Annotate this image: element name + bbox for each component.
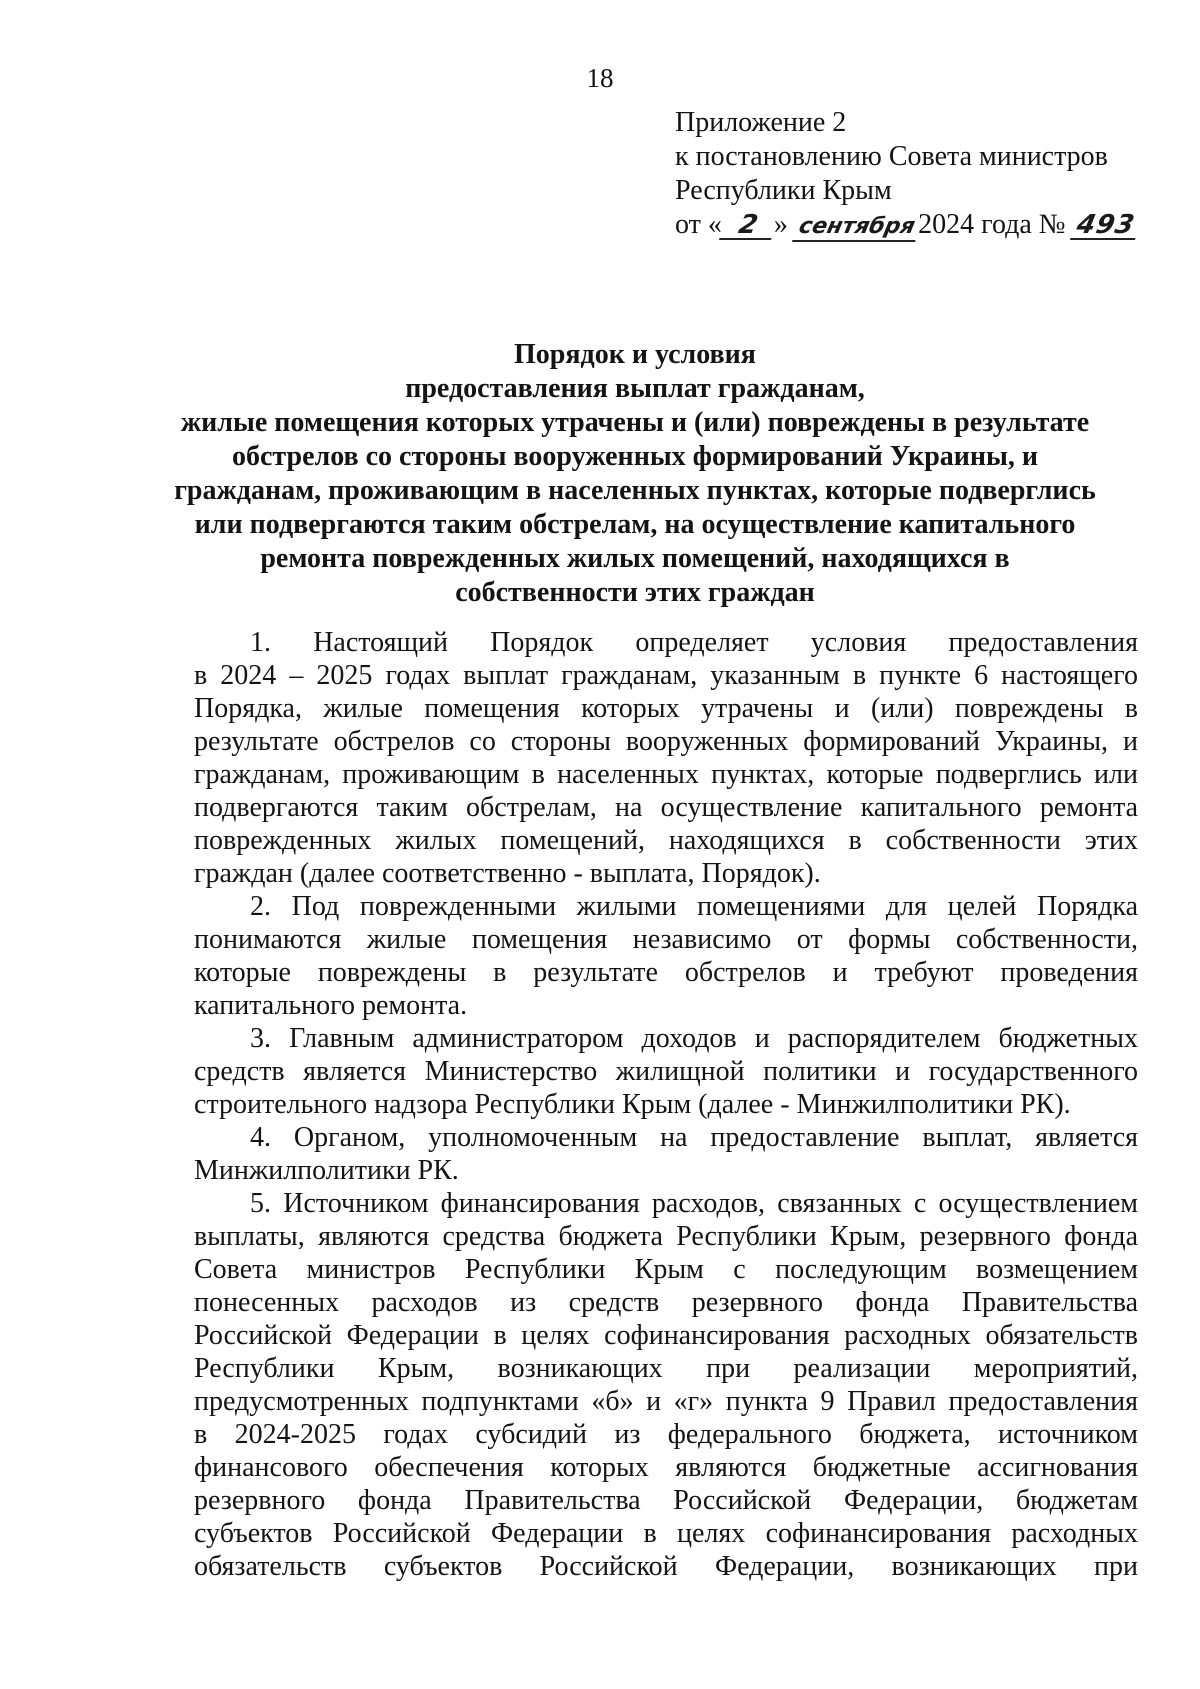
document-title bbox=[160, 338, 1110, 610]
title-line: обстрелов со стороны вооруженных формирований Украины, и bbox=[231, 441, 1039, 472]
handwritten-number: 493 bbox=[1070, 212, 1141, 240]
body-line: Совета министров Республики Крым с последующим возмещением bbox=[194, 1254, 1138, 1285]
appendix-line: Республики Крым bbox=[675, 175, 892, 206]
body-line: понесенных расходов из средств резервного фонда Правительства bbox=[194, 1287, 1138, 1318]
body-line: средств является Министерство жилищной политики и государственного bbox=[194, 1056, 1138, 1087]
date-prefix: от « bbox=[675, 209, 722, 240]
date-year: 2024 года № bbox=[918, 209, 1066, 240]
title-line: собственности этих граждан bbox=[455, 577, 815, 608]
body-line: которые повреждены в результате обстрелов и требуют проведения bbox=[194, 957, 1138, 988]
body-line: Минжилполитики РК. bbox=[194, 1155, 459, 1186]
title-line: предоставления выплат гражданам, bbox=[405, 373, 865, 404]
title-line: гражданам, проживающим в населенных пунктах, которые подверглись bbox=[174, 475, 1096, 506]
body-line: в 2024 – 2025 годах выплат гражданам, указанным в пункте 6 настоящего bbox=[194, 660, 1138, 691]
appendix-line: Приложение 2 bbox=[675, 107, 847, 138]
document-body bbox=[194, 626, 1138, 1583]
body-line: понимаются жилые помещения независимо от формы собственности, bbox=[194, 924, 1138, 955]
body-line: строительного надзора Республики Крым (далее - Минжилполитики РК). bbox=[194, 1089, 1071, 1120]
body-line: подвергаются таким обстрелам, на осуществление капитального ремонта bbox=[194, 792, 1138, 823]
body-line: 1. Настоящий Порядок определяет условия предоставления bbox=[250, 627, 1138, 658]
body-line: Российской Федерации в целях софинансирования расходных обязательств bbox=[194, 1320, 1138, 1351]
date-mid: » bbox=[773, 209, 788, 240]
body-line: в 2024-2025 годах субсидий из федерального бюджета, источником bbox=[194, 1419, 1138, 1450]
body-line: выплаты, являются средства бюджета Республики Крым, резервного фонда bbox=[194, 1221, 1138, 1252]
body-line: 4. Органом, уполномоченным на предоставление выплат, является bbox=[250, 1122, 1138, 1153]
title-line: жилые помещения которых утрачены и (или) повреждены в результате bbox=[180, 407, 1090, 438]
body-line: 5. Источником финансирования расходов, связанных с осуществлением bbox=[250, 1188, 1138, 1219]
title-line: Порядок и условия bbox=[514, 339, 756, 370]
title-line: или подвергаются таким обстрелам, на осуществление капитального bbox=[194, 509, 1076, 540]
body-line: обязательств субъектов Российской Федерации, возникающих при bbox=[194, 1551, 1138, 1582]
body-line: 3. Главным администратором доходов и распорядителем бюджетных bbox=[250, 1023, 1138, 1054]
body-line: 2. Под поврежденными жилыми помещениями для целей Порядка bbox=[250, 891, 1138, 922]
body-line: результате обстрелов со стороны вооруженных формирований Украины, и bbox=[194, 726, 1138, 757]
page-number: 18 bbox=[586, 63, 614, 93]
body-line: Порядка, жилые помещения которых утрачены и (или) повреждены в bbox=[194, 693, 1138, 724]
handwritten-month: сентября bbox=[792, 214, 921, 242]
body-line: граждан (далее соответственно - выплата, Порядок). bbox=[194, 858, 821, 889]
body-line: капитального ремонта. bbox=[194, 990, 468, 1021]
body-line: гражданам, проживающим в населенных пунктах, которые подверглись или bbox=[194, 759, 1138, 790]
body-line: предусмотренных подпунктами «б» и «г» пункта 9 Правил предоставления bbox=[194, 1386, 1138, 1417]
body-line: поврежденных жилых помещений, находящихся в собственности этих bbox=[194, 825, 1138, 856]
title-line: ремонта поврежденных жилых помещений, находящихся в bbox=[260, 543, 1010, 574]
body-line: Республики Крым, возникающих при реализации мероприятий, bbox=[194, 1353, 1138, 1384]
appendix-line: к постановлению Совета министров bbox=[675, 141, 1108, 172]
handwritten-day: 2 bbox=[719, 212, 777, 240]
body-line: субъектов Российской Федерации в целях софинансирования расходных bbox=[194, 1518, 1138, 1549]
body-line: резервного фонда Правительства Российской Федерации, бюджетам bbox=[194, 1485, 1138, 1516]
appendix-block bbox=[675, 106, 1138, 242]
appendix-date-line bbox=[675, 208, 1138, 242]
body-line: финансового обеспечения которых являются бюджетные ассигнования bbox=[194, 1452, 1138, 1483]
